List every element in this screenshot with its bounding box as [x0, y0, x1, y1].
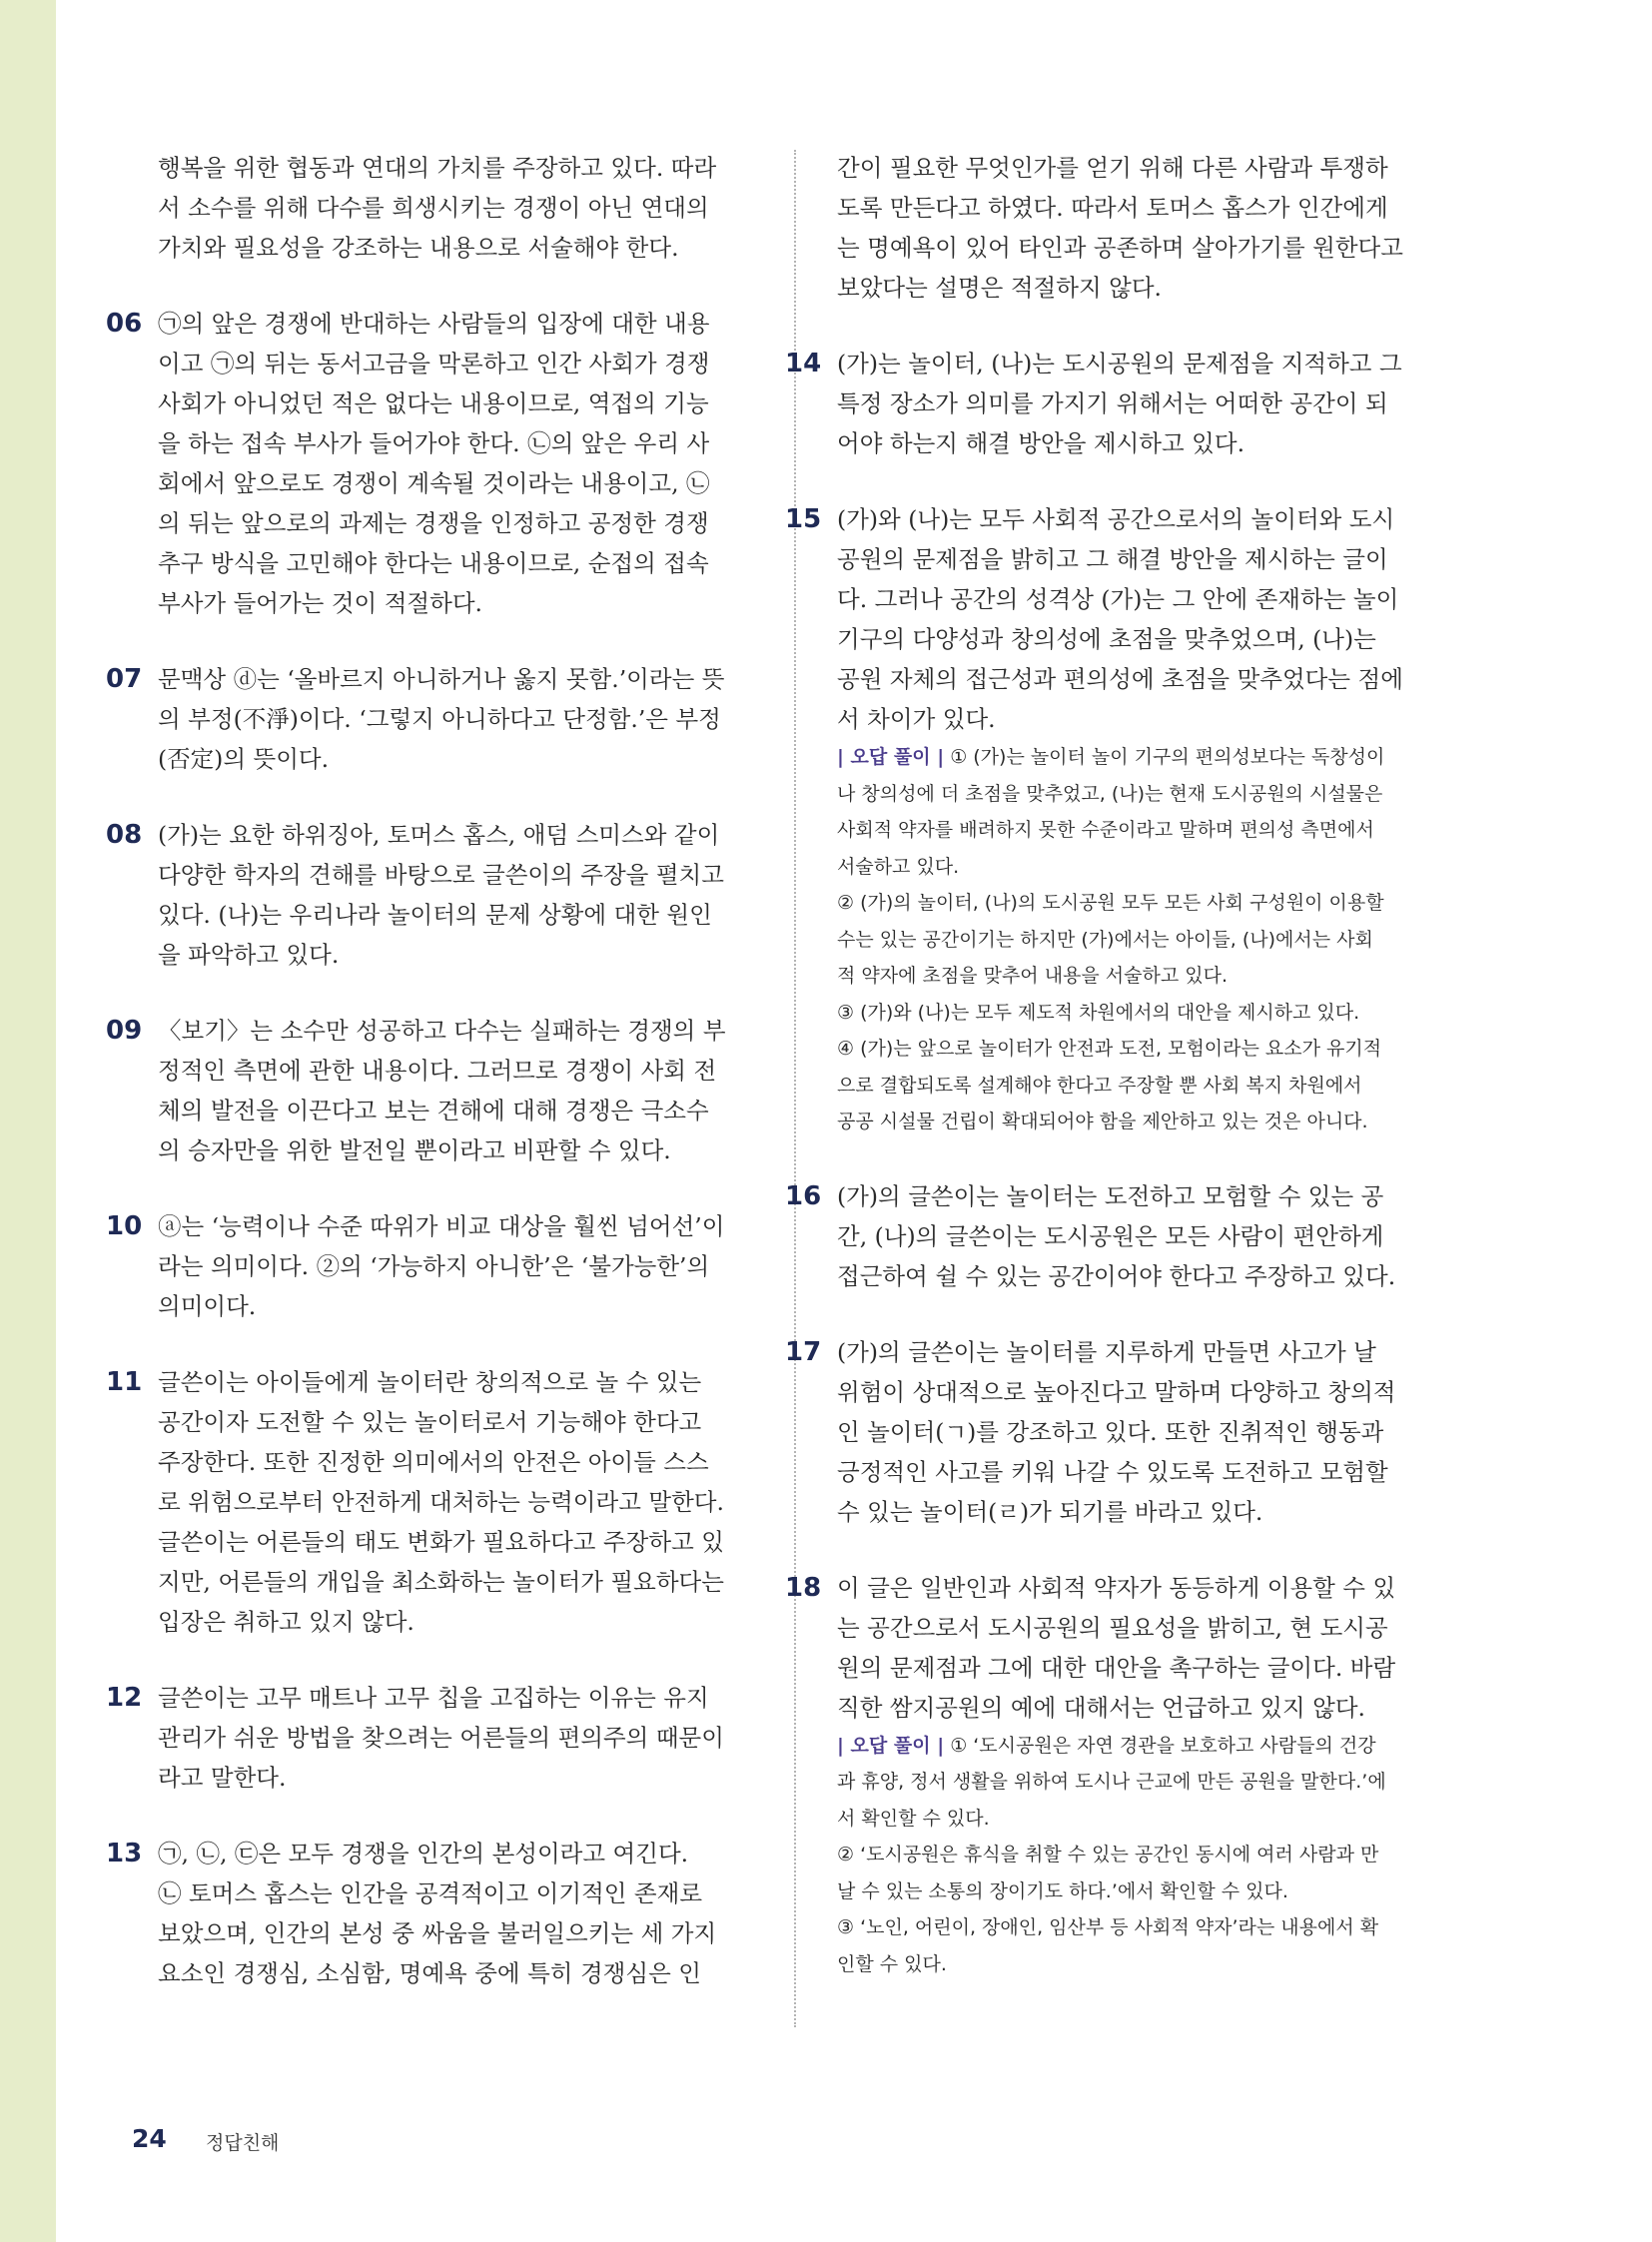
note-line: 인할 수 있다.	[837, 1952, 947, 1975]
note-line: 서 확인할 수 있다.	[837, 1807, 990, 1830]
text-line: 라고 말한다.	[158, 1764, 287, 1792]
page-footer-label: 정답친해	[206, 2132, 280, 2154]
note-line: 사회적 약자를 배려하지 못한 수준이라고 말하며 편의성 측면에서	[837, 819, 1374, 841]
answer-10	[106, 1206, 757, 1326]
answer-18	[785, 1568, 1436, 1983]
note-line: ② ‘도시공원은 휴식을 취할 수 있는 공간인 동시에 여러 사람과 만	[837, 1844, 1379, 1866]
text-line: 이 글은 일반인과 사회적 약자가 동등하게 이용할 수 있	[837, 1573, 1396, 1602]
wrong-answer-note	[837, 739, 1436, 1140]
text-line: ⓐ는 ‘능력이나 수준 따위가 비교 대상을 훨씬 넘어선’이	[158, 1212, 725, 1240]
text-line: 다. 그러나 공간의 성격상 (가)는 그 안에 존재하는 놀이	[837, 585, 1399, 613]
question-number: 10	[106, 1211, 143, 1241]
text-line: (가)는 요한 하위징아, 토머스 홉스, 애덤 스미스와 같이	[158, 821, 720, 849]
answer-14	[785, 344, 1436, 463]
question-number: 07	[106, 664, 143, 694]
text-line: 의 부정(不淨)이다. ‘그렇지 아니하다고 단정함.’은 부정	[158, 705, 721, 733]
text-line: 회에서 앞으로도 경쟁이 계속될 것이라는 내용이고, ㉡	[158, 469, 710, 497]
text-line: 공간이자 도전할 수 있는 놀이터로서 기능해야 한다고	[158, 1408, 702, 1436]
text-line: 행복을 위한 협동과 연대의 가치를 주장하고 있다. 따라	[158, 154, 717, 182]
right-column	[785, 148, 1436, 1982]
text-line: 체의 발전을 이끈다고 보는 견해에 대해 경쟁은 극소수	[158, 1097, 709, 1124]
text-line: 기구의 다양성과 창의성에 초점을 맞추었으며, (나)는	[837, 625, 1376, 653]
question-number: 12	[106, 1683, 143, 1713]
text-line: 정적인 측면에 관한 내용이다. 그러므로 경쟁이 사회 전	[158, 1057, 717, 1085]
note-line: ③ ‘노인, 어린이, 장애인, 임산부 등 사회적 약자’라는 내용에서 확	[837, 1916, 1379, 1938]
column-divider	[794, 150, 796, 2027]
text-line: 관리가 쉬운 방법을 찾으려는 어른들의 편의주의 때문이	[158, 1724, 724, 1752]
text-line: 다양한 학자의 견해를 바탕으로 글쓴이의 주장을 펼치고	[158, 861, 724, 889]
answer-09	[106, 1011, 757, 1170]
text-line: 글쓴이는 고무 매트나 고무 칩을 고집하는 이유는 유지	[158, 1684, 709, 1712]
note-line: ③ (가)와 (나)는 모두 제도적 차원에서의 대안을 제시하고 있다.	[837, 1001, 1360, 1024]
text-line: ㉠, ㉡, ㉢은 모두 경쟁을 인간의 본성이라고 여긴다.	[158, 1840, 689, 1868]
text-line: ㉡ 토머스 홉스는 인간을 공격적이고 이기적인 존재로	[158, 1879, 703, 1907]
note-line: 서술하고 있다.	[837, 855, 960, 878]
text-line: 〈보기〉는 소수만 성공하고 다수는 실패하는 경쟁의 부	[158, 1017, 726, 1045]
left-intro	[158, 148, 757, 268]
text-line: 요소인 경쟁심, 소심함, 명예욕 중에 특히 경쟁심은 인	[158, 1959, 701, 1987]
text-line: 을 하는 접속 부사가 들어가야 한다. ㉡의 앞은 우리 사	[158, 429, 710, 457]
question-number: 13	[106, 1839, 143, 1868]
answer-17	[785, 1332, 1436, 1532]
question-number: 08	[106, 820, 143, 850]
text-line: 인 놀이터(ㄱ)를 강조하고 있다. 또한 진취적인 행동과	[837, 1417, 1384, 1446]
text-line: (가)는 놀이터, (나)는 도시공원의 문제점을 지적하고 그	[837, 350, 1402, 377]
note-line: ② (가)의 놀이터, (나)의 도시공원 모두 모든 사회 구성원이 이용할	[837, 892, 1384, 914]
text-line: 는 공간으로서 도시공원의 필요성을 밝히고, 현 도시공	[837, 1613, 1388, 1642]
answer-16	[785, 1176, 1436, 1296]
note-line: ④ (가)는 앞으로 놀이터가 안전과 도전, 모험이라는 요소가 유기적	[837, 1038, 1382, 1060]
note-line: 나 창의성에 더 초점을 맞추었고, (나)는 현재 도시공원의 시설물은	[837, 782, 1383, 805]
text-line: 사회가 아니었던 적은 없다는 내용이므로, 역접의 기능	[158, 389, 709, 417]
note-line: 날 수 있는 소통의 장이기도 하다.’에서 확인할 수 있다.	[837, 1879, 1288, 1902]
right-intro	[837, 148, 1436, 308]
text-line: 을 파악하고 있다.	[158, 941, 340, 969]
text-line: 보았다는 설명은 적절하지 않다.	[837, 274, 1162, 302]
question-number: 09	[106, 1016, 143, 1046]
answer-11	[106, 1362, 757, 1642]
text-line: 원의 문제점과 그에 대한 대안을 촉구하는 글이다. 바람	[837, 1653, 1396, 1682]
note-line	[837, 1728, 1436, 1765]
text-line: ㉠의 앞은 경쟁에 반대하는 사람들의 입장에 대한 내용	[158, 310, 710, 338]
text-line: 수 있는 놀이터(ㄹ)가 되기를 바라고 있다.	[837, 1497, 1263, 1526]
text-line: 는 명예욕이 있어 타인과 공존하며 살아가기를 원한다고	[837, 234, 1403, 262]
text-line: (가)의 글쓴이는 놀이터를 지루하게 만들면 사고가 날	[837, 1337, 1376, 1366]
text-line: 직한 쌈지공원의 예에 대해서는 언급하고 있지 않다.	[837, 1693, 1366, 1722]
text-line: 주장한다. 또한 진정한 의미에서의 안전은 아이들 스스	[158, 1448, 709, 1476]
text-line: 접근하여 쉴 수 있는 공간이어야 한다고 주장하고 있다.	[837, 1261, 1396, 1290]
wrong-answer-note	[837, 1728, 1436, 1983]
note-heading: | 오답 풀이 |	[837, 746, 945, 768]
text-line: 있다. (나)는 우리나라 놀이터의 문제 상황에 대한 원인	[158, 901, 712, 929]
text-line: (가)와 (나)는 모두 사회적 공간으로서의 놀이터와 도시	[837, 505, 1395, 533]
text-line: 의 승자만을 위한 발전일 뿐이라고 비판할 수 있다.	[158, 1136, 671, 1164]
left-column	[106, 148, 757, 1993]
question-number: 17	[785, 1336, 822, 1367]
answer-08	[106, 815, 757, 975]
answer-12	[106, 1678, 757, 1798]
text-line: 입장은 취하고 있지 않다.	[158, 1608, 414, 1636]
text-line: 특정 장소가 의미를 가지기 위해서는 어떠한 공간이 되	[837, 389, 1388, 417]
text-line: 추구 방식을 고민해야 한다는 내용이므로, 순접의 접속	[158, 549, 709, 577]
text-line: 가치와 필요성을 강조하는 내용으로 서술해야 한다.	[158, 234, 679, 262]
question-number: 14	[785, 349, 822, 378]
note-line: 으로 결합되도록 설계해야 한다고 주장할 뿐 사회 복지 차원에서	[837, 1074, 1362, 1097]
answer-06	[106, 304, 757, 623]
text-line: 서 차이가 있다.	[837, 705, 996, 733]
text-line: 의 뒤는 앞으로의 과제는 경쟁을 인정하고 공정한 경쟁	[158, 509, 709, 537]
question-number: 18	[785, 1572, 822, 1603]
text-line: 위험이 상대적으로 높아진다고 말하며 다양하고 창의적	[837, 1377, 1396, 1406]
text-line: 서 소수를 위해 다수를 희생시키는 경쟁이 아닌 연대의	[158, 194, 709, 222]
text-line: 라는 의미이다. ②의 ‘가능하지 아니한’은 ‘불가능한’의	[158, 1252, 710, 1280]
note-line: 수는 있는 공간이기는 하지만 (가)에서는 아이들, (나)에서는 사회	[837, 928, 1373, 951]
note-line: 적 약자에 초점을 맞추어 내용을 서술하고 있다.	[837, 965, 1229, 987]
question-number: 06	[106, 309, 143, 339]
text-line: 지만, 어른들의 개입을 최소화하는 놀이터가 필요하다는	[158, 1568, 724, 1596]
note-heading: | 오답 풀이 |	[837, 1734, 945, 1757]
answer-07	[106, 659, 757, 779]
text-line: 부사가 들어가는 것이 적절하다.	[158, 589, 482, 617]
side-color-band	[0, 0, 56, 2242]
question-number: 15	[785, 504, 822, 534]
text-line: 이고 ㉠의 뒤는 동서고금을 막론하고 인간 사회가 경쟁	[158, 350, 710, 377]
note-text: ① (가)는 놀이터 놀이 기구의 편의성보다는 독창성이	[950, 746, 1385, 768]
page-number: 24	[132, 2124, 167, 2153]
text-line: 글쓴이는 어른들의 태도 변화가 필요하다고 주장하고 있	[158, 1528, 724, 1556]
text-line: 간, (나)의 글쓴이는 도시공원은 모든 사람이 편안하게	[837, 1221, 1384, 1250]
answer-15	[785, 499, 1436, 1140]
note-line: 공공 시설물 건립이 확대되어야 함을 제안하고 있는 것은 아니다.	[837, 1111, 1368, 1132]
text-line: 보았으며, 인간의 본성 중 싸움을 불러일으키는 세 가지	[158, 1919, 717, 1947]
text-line: 문맥상 ⓓ는 ‘올바르지 아니하거나 옳지 못함.’이라는 뜻	[158, 665, 725, 693]
text-line: 어야 하는지 해결 방안을 제시하고 있다.	[837, 429, 1245, 457]
text-line: 글쓴이는 아이들에게 놀이터란 창의적으로 놀 수 있는	[158, 1368, 702, 1396]
text-line: 의미이다.	[158, 1292, 257, 1320]
note-line	[837, 739, 1436, 776]
text-line: (否定)의 뜻이다.	[158, 745, 330, 773]
text-line: (가)의 글쓴이는 놀이터는 도전하고 모험할 수 있는 공	[837, 1181, 1384, 1210]
text-line: 로 위험으로부터 안전하게 대처하는 능력이라고 말한다.	[158, 1488, 724, 1516]
question-number: 11	[106, 1367, 143, 1397]
text-line: 공원 자체의 접근성과 편의성에 초점을 맞추었다는 점에	[837, 665, 1403, 693]
note-line: 과 휴양, 정서 생활을 위하여 도시나 근교에 만든 공원을 말한다.’에	[837, 1771, 1386, 1793]
note-text: ① ‘도시공원은 자연 경관을 보호하고 사람들의 건강	[950, 1734, 1376, 1757]
text-line: 공원의 문제점을 밝히고 그 해결 방안을 제시하는 글이	[837, 545, 1388, 573]
text-line: 긍정적인 사고를 키워 나갈 수 있도록 도전하고 모험할	[837, 1457, 1388, 1486]
question-number: 16	[785, 1180, 822, 1211]
text-line: 간이 필요한 무엇인가를 얻기 위해 다른 사람과 투쟁하	[837, 154, 1388, 182]
answer-13	[106, 1834, 757, 1993]
text-line: 도록 만든다고 하였다. 따라서 토머스 홉스가 인간에게	[837, 194, 1388, 222]
